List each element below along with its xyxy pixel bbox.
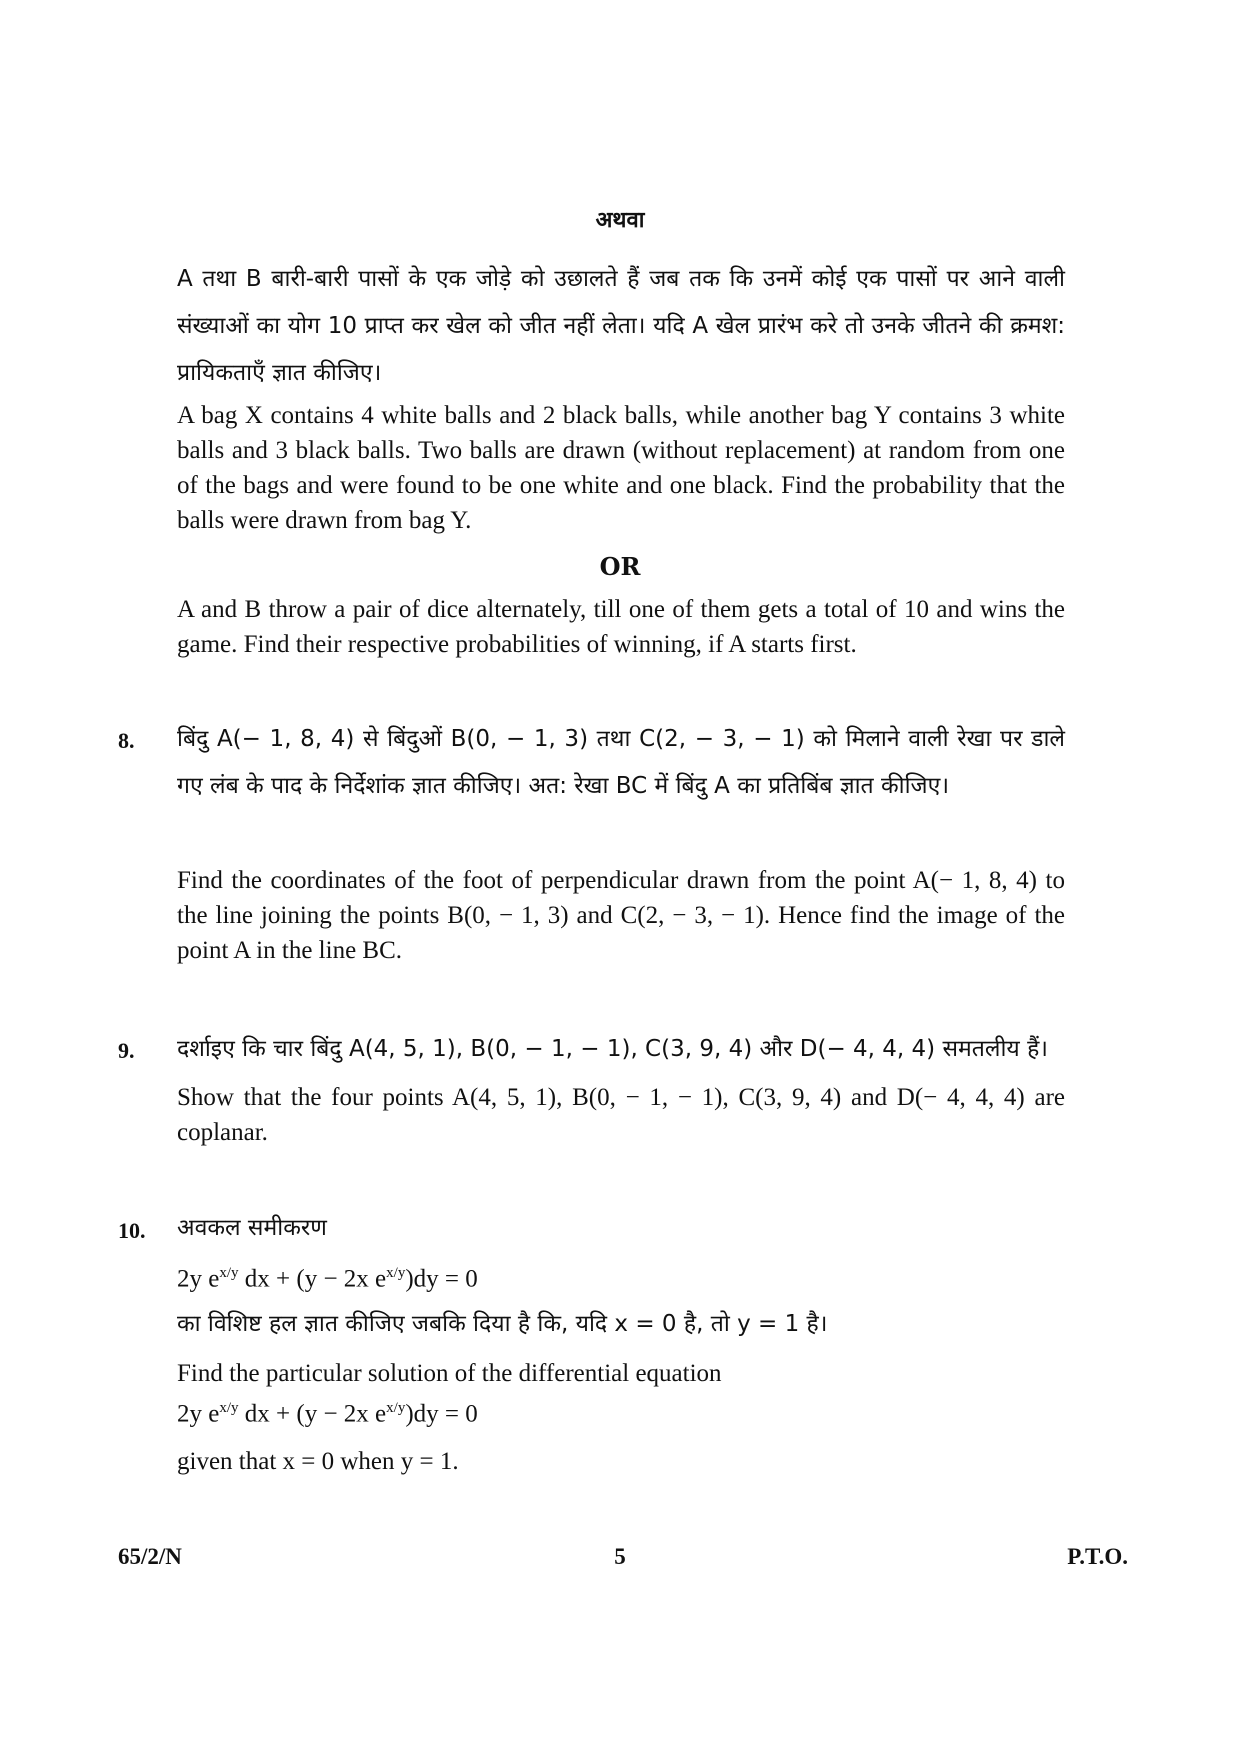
paper-code: 65/2/N [118, 1544, 182, 1569]
question-number: 8. [118, 728, 135, 753]
q10-equation: 2y $e^{x/y}$ dx + (y − 2x $e^{x/y})dy = 0$ [177, 1265, 478, 1293]
page-number: 5 [614, 1544, 626, 1569]
q8-hindi: बिंदु A(− 1, 8, 4) से बिंदुओं B(0, − 1, 3) तथा C(2, − 3, − 1) को मिलाने वाली रेखा पर डाले गए लंब के पाद के निर्देशांक ज्ञात कीजिए। अत: रेखा BC में बिंदु A का प्रतिबिंब ज्ञात कीजिए। [177, 726, 1065, 799]
q8-english: Find the coordinates of the foot of perpendicular drawn from the point A(− 1, 8, 4) to the line joining the points B(0, − 1, 3) and C(2, − 3, − 1). Hence find the image of the point A in the line BC. [177, 867, 1065, 964]
or-heading-english: OR [599, 552, 641, 581]
q10-equation: 2y $e^{x/y}$ dx + (y − 2x $e^{x/y})dy = 0$ [177, 1400, 478, 1428]
q7-english-alternate: A and B throw a pair of dice alternately, till one of them gets a total of 10 and wins the game. Find their respective probabilities of winning, if A starts first. [177, 596, 1065, 658]
question-number: 9. [118, 1038, 135, 1063]
q10-hindi-condition: का विशिष्ट हल ज्ञात कीजिए जबकि दिया है कि, यदि x = 0 है, तो y = 1 है। [177, 1311, 828, 1337]
q7-english: A bag X contains 4 white balls and 2 black balls, while another bag Y contains 3 white balls and 3 black balls. Two balls are drawn (without replacement) at random from one of the bags and were found to be one white and one black. Find the probability that the balls were drawn from bag Y. [177, 402, 1065, 534]
or-heading-hindi: अथवा [595, 208, 645, 233]
pto-label: P.T.O. [1067, 1544, 1128, 1569]
q10-english-intro: Find the particular solution of the differential equation [177, 1360, 722, 1387]
question-number: 10. [118, 1218, 146, 1243]
q9-english: Show that the four points A(4, 5, 1), B(0, − 1, − 1), C(3, 9, 4) and D(− 4, 4, 4) are coplanar. [177, 1084, 1065, 1146]
q7-hindi-alternate: A तथा B बारी-बारी पासों के एक जोड़े को उछालते हैं जब तक कि उनमें कोई एक पासों पर आने वाली संख्याओं का योग 10 प्राप्त कर खेल को जीत नहीं लेता। यदि A खेल प्रारंभ करे तो उनके जीतने की क्रमश: प्रायिकताएँ ज्ञात कीजिए। [177, 266, 1065, 386]
q10-hindi-intro: अवकल समीकरण [177, 1215, 327, 1241]
q10-english-condition: given that x = 0 when y = 1. [177, 1448, 459, 1475]
q9-hindi: दर्शाइए कि चार बिंदु A(4, 5, 1), B(0, − 1, − 1), C(3, 9, 4) और D(− 4, 4, 4) समतलीय हैं। [177, 1036, 1049, 1062]
